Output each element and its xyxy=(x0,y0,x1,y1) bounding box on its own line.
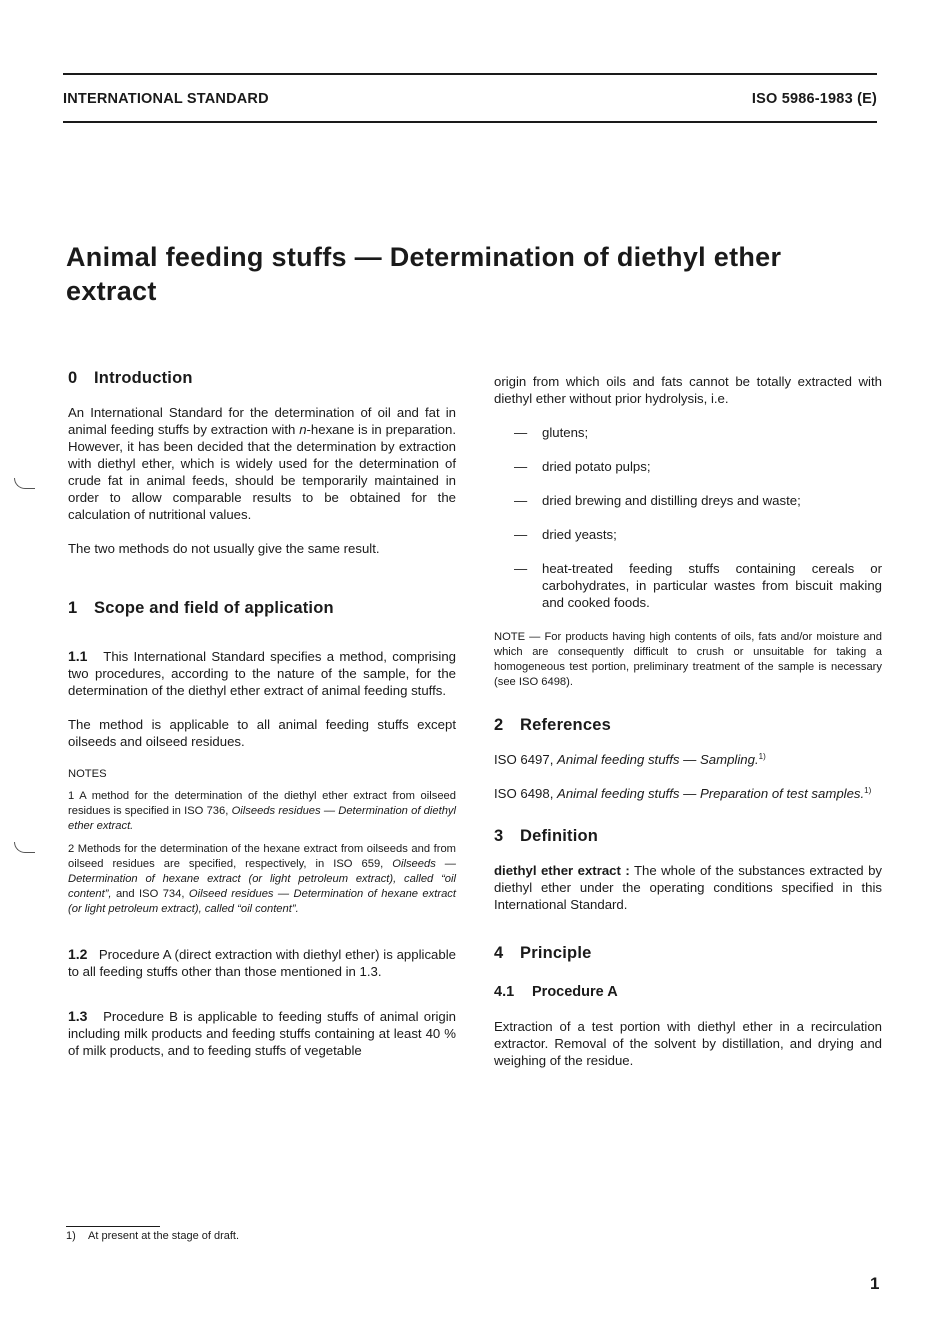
clause-1-2: 1.2 Procedure A (direct extraction with diethyl ether) is applicable to all feeding stuffs other than those mentioned in 1.3. xyxy=(68,946,456,979)
page-number: 1 xyxy=(870,1274,880,1293)
note-2: 2 Methods for the determination of the hexane extract from oilseeds and from oilseed residues are specified, respectively, in ISO 659, Oilseeds — Determination of hexane extract (or light petroleum extract), called “oil content”, and ISO 734, Oilseed residues — Determination of hexane extract (or light petroleum extract), called “oil content”. xyxy=(68,843,456,915)
list-item: — dried yeasts; xyxy=(514,527,617,542)
reference-1: ISO 6497, Animal feeding stuffs — Sampling.$^{1)}$ xyxy=(494,752,766,767)
section-heading-references: 2 References xyxy=(494,716,611,734)
definition-text: diethyl ether extract : The whole of the substances extracted by diethyl ether under the operating conditions specified in this International Standard. xyxy=(494,863,882,912)
footnote: 1) At present at the stage of draft. xyxy=(66,1230,240,1242)
procedure-a-text: Extraction of a test portion with diethyl ether in a recirculation extractor. Removal of the solvent by distillation, and drying and weighing of the residue. xyxy=(494,1019,882,1068)
note-1: 1 A method for the determination of the diethyl ether extract from oilseed residues is specified in ISO 736, Oilseeds residues — Determination of diethyl ether extract. xyxy=(68,790,456,832)
list-item: — dried potato pulps; xyxy=(514,459,651,474)
left-column xyxy=(68,370,456,1059)
intro-paragraph-2: The two methods do not usually give the same result. xyxy=(68,541,380,556)
clause-1-3: 1.3 Procedure B is applicable to feeding stuffs of animal origin including milk products and feeding stuffs containing at least 40 % of milk products, and to feeding stuffs of vegetable xyxy=(68,1008,456,1058)
section-heading-introduction: 0 Introduction xyxy=(68,369,193,387)
header-left: INTERNATIONAL STANDARD xyxy=(63,91,269,107)
reference-2: ISO 6498, Animal feeding stuffs — Preparation of test samples.$^{1)}$ xyxy=(494,786,872,801)
intro-paragraph: An International Standard for the determination of oil and fat in animal feeding stuffs by extraction with n-hexane is in preparation. However, it has been decided that the determination by extraction with diethyl ether, which is widely used for the determination of crude fat in animal feeds, should be temporarily maintained in order to allow comparable results to be obtained for the calculation of nutritional values. xyxy=(68,405,456,522)
list-item: — heat-treated feeding stuffs containing cereals or carbohydrates, in particular wastes from biscuit making and cooked foods. xyxy=(514,561,882,610)
right-column xyxy=(494,370,882,1069)
document-title: Animal feeding stuffs — Determination of diethyl ether extract xyxy=(66,242,782,306)
header-top-rule xyxy=(63,73,877,75)
margin-mark xyxy=(14,478,35,489)
clause-1-1: 1.1 This International Standard specifies a method, comprising two procedures, according to the nature of the sample, for the determination of the diethyl ether extract of animal feeding stuffs. xyxy=(68,648,456,698)
header-bottom-rule xyxy=(63,121,877,123)
section-heading-definition: 3 Definition xyxy=(494,827,599,845)
clause-1-3-continued: origin from which oils and fats cannot be totally extracted with diethyl ether without prior hydrolysis, i.e. xyxy=(494,374,882,406)
list-item: — glutens; xyxy=(514,425,589,440)
section-heading-scope: 1 Scope and field of application xyxy=(68,599,334,617)
list-item: — dried brewing and distilling dreys and waste; xyxy=(514,493,801,508)
footnote-rule xyxy=(66,1226,160,1227)
margin-mark xyxy=(14,842,35,853)
header-right: ISO 5986-1983 (E) xyxy=(751,91,877,107)
scope-note: NOTE — For products having high contents of oils, fats and/or moisture and which are consequently difficult to crush or unsuitable for taking a homogeneous test portion, preliminary treatment of the sample is necessary (see ISO 6498). xyxy=(494,631,882,688)
notes-label: NOTES xyxy=(68,768,107,780)
subsection-heading-procedure-a: 4.1 Procedure A xyxy=(494,984,618,1000)
clause-1-1-paragraph-2: The method is applicable to all animal feeding stuffs except oilseeds and oilseed residues. xyxy=(68,717,456,749)
section-heading-principle: 4 Principle xyxy=(494,944,592,962)
